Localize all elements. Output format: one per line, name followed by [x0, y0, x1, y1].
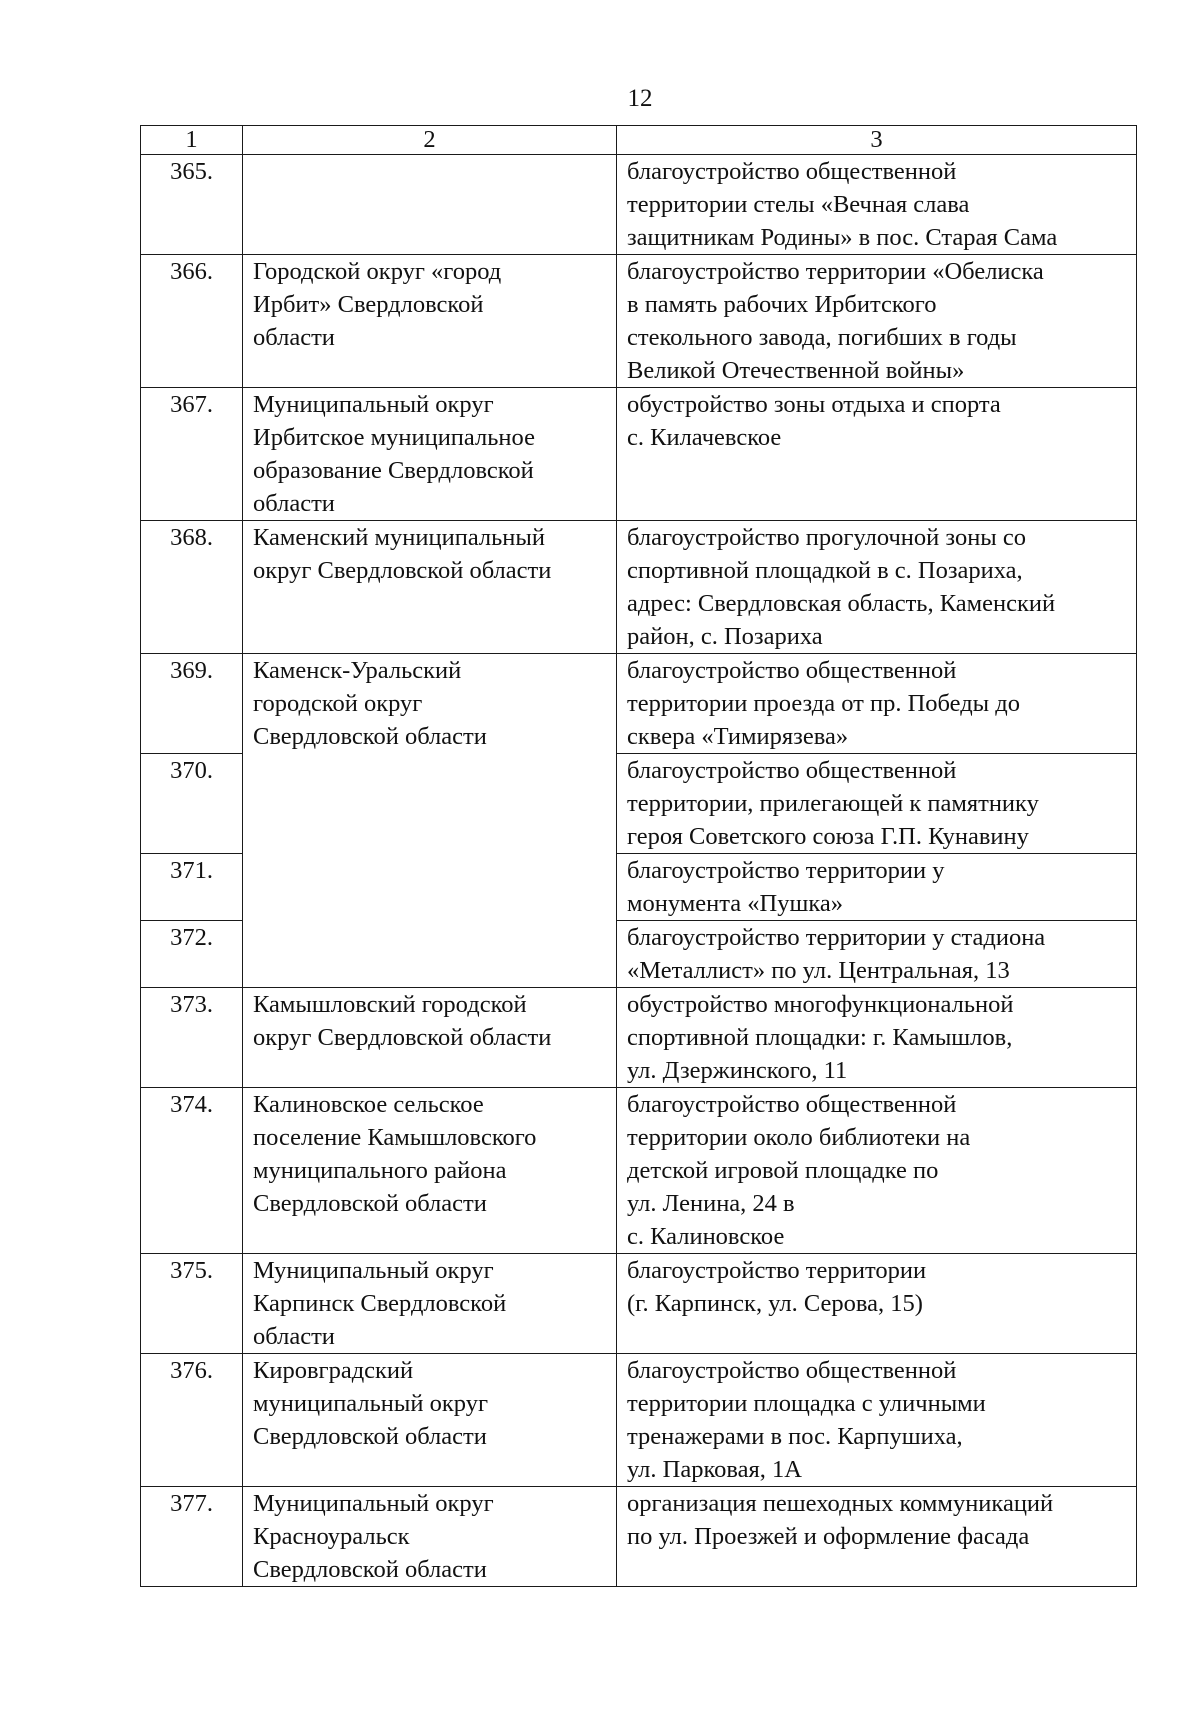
row-number: 369. — [141, 654, 243, 754]
project-description-cell: обустройство многофункциональной спортивной площадки: г. Камышлов, ул. Дзержинского, 11 — [617, 988, 1137, 1088]
project-description-cell: организация пешеходных коммуникаций по ул. Проезжей и оформление фасада — [617, 1487, 1137, 1587]
project-description-cell: благоустройство общественной территории стелы «Вечная слава защитникам Родины» в пос. Старая Сама — [617, 155, 1137, 255]
column-header-3: 3 — [617, 126, 1137, 155]
municipality-cell: Каменский муниципальный округ Свердловской области — [243, 521, 617, 654]
improvement-projects-table — [140, 125, 1137, 1587]
project-description-cell: благоустройство прогулочной зоны со спортивной площадкой в с. Позариха, адрес: Свердловская область, Каменский район, с. Позариха — [617, 521, 1137, 654]
table-row — [141, 1254, 1137, 1354]
municipality-cell: Каменск-Уральский городской округ Свердловской области — [243, 654, 617, 988]
row-number: 372. — [141, 921, 243, 988]
municipality-cell: Муниципальный округ Красноуральск Свердловской области — [243, 1487, 617, 1587]
project-description-cell: благоустройство территории «Обелиска в память рабочих Ирбитского стекольного завода, погибших в годы Великой Отечественной войны» — [617, 255, 1137, 388]
table-row — [141, 1088, 1137, 1254]
table-row — [141, 1487, 1137, 1587]
table-row — [141, 388, 1137, 521]
project-description-cell: благоустройство общественной территории, прилегающей к памятнику героя Советского союза Г.П. Кунавину — [617, 754, 1137, 854]
row-number: 368. — [141, 521, 243, 654]
row-number: 374. — [141, 1088, 243, 1254]
row-number: 376. — [141, 1354, 243, 1487]
municipality-cell: Камышловский городской округ Свердловской области — [243, 988, 617, 1088]
table-row — [141, 521, 1137, 654]
row-number: 371. — [141, 854, 243, 921]
table-row — [141, 988, 1137, 1088]
municipality-cell: Кировградский муниципальный округ Свердловской области — [243, 1354, 617, 1487]
project-description-cell: благоустройство общественной территории площадка с уличными тренажерами в пос. Карпушиха, ул. Парковая, 1А — [617, 1354, 1137, 1487]
municipality-cell — [243, 155, 617, 255]
project-description-cell: обустройство зоны отдыха и спорта с. Килачевское — [617, 388, 1137, 521]
table-row — [141, 255, 1137, 388]
municipality-cell: Калиновское сельское поселение Камышловского муниципального района Свердловской области — [243, 1088, 617, 1254]
row-number: 377. — [141, 1487, 243, 1587]
project-description-cell: благоустройство общественной территории проезда от пр. Победы до сквера «Тимирязева» — [617, 654, 1137, 754]
project-description-cell: благоустройство территории (г. Карпинск, ул. Серова, 15) — [617, 1254, 1137, 1354]
project-description-cell: благоустройство общественной территории около библиотеки на детской игровой площадке по ул. Ленина, 24 в с. Калиновское — [617, 1088, 1137, 1254]
row-number: 365. — [141, 155, 243, 255]
table-row — [141, 654, 1137, 754]
row-number: 370. — [141, 754, 243, 854]
row-number: 366. — [141, 255, 243, 388]
table-row — [141, 1354, 1137, 1487]
municipality-cell: Городской округ «город Ирбит» Свердловской области — [243, 255, 617, 388]
municipality-cell: Муниципальный округ Ирбитское муниципальное образование Свердловской области — [243, 388, 617, 521]
municipality-cell: Муниципальный округ Карпинск Свердловской области — [243, 1254, 617, 1354]
page-number: 12 — [627, 85, 653, 112]
project-description-cell: благоустройство территории у стадиона «Металлист» по ул. Центральная, 13 — [617, 921, 1137, 988]
project-description-cell: благоустройство территории у монумента «Пушка» — [617, 854, 1137, 921]
column-header-1: 1 — [141, 126, 243, 155]
row-number: 375. — [141, 1254, 243, 1354]
table-row — [141, 155, 1137, 255]
column-header-2: 2 — [243, 126, 617, 155]
row-number: 373. — [141, 988, 243, 1088]
table-header-row — [141, 126, 1137, 155]
row-number: 367. — [141, 388, 243, 521]
